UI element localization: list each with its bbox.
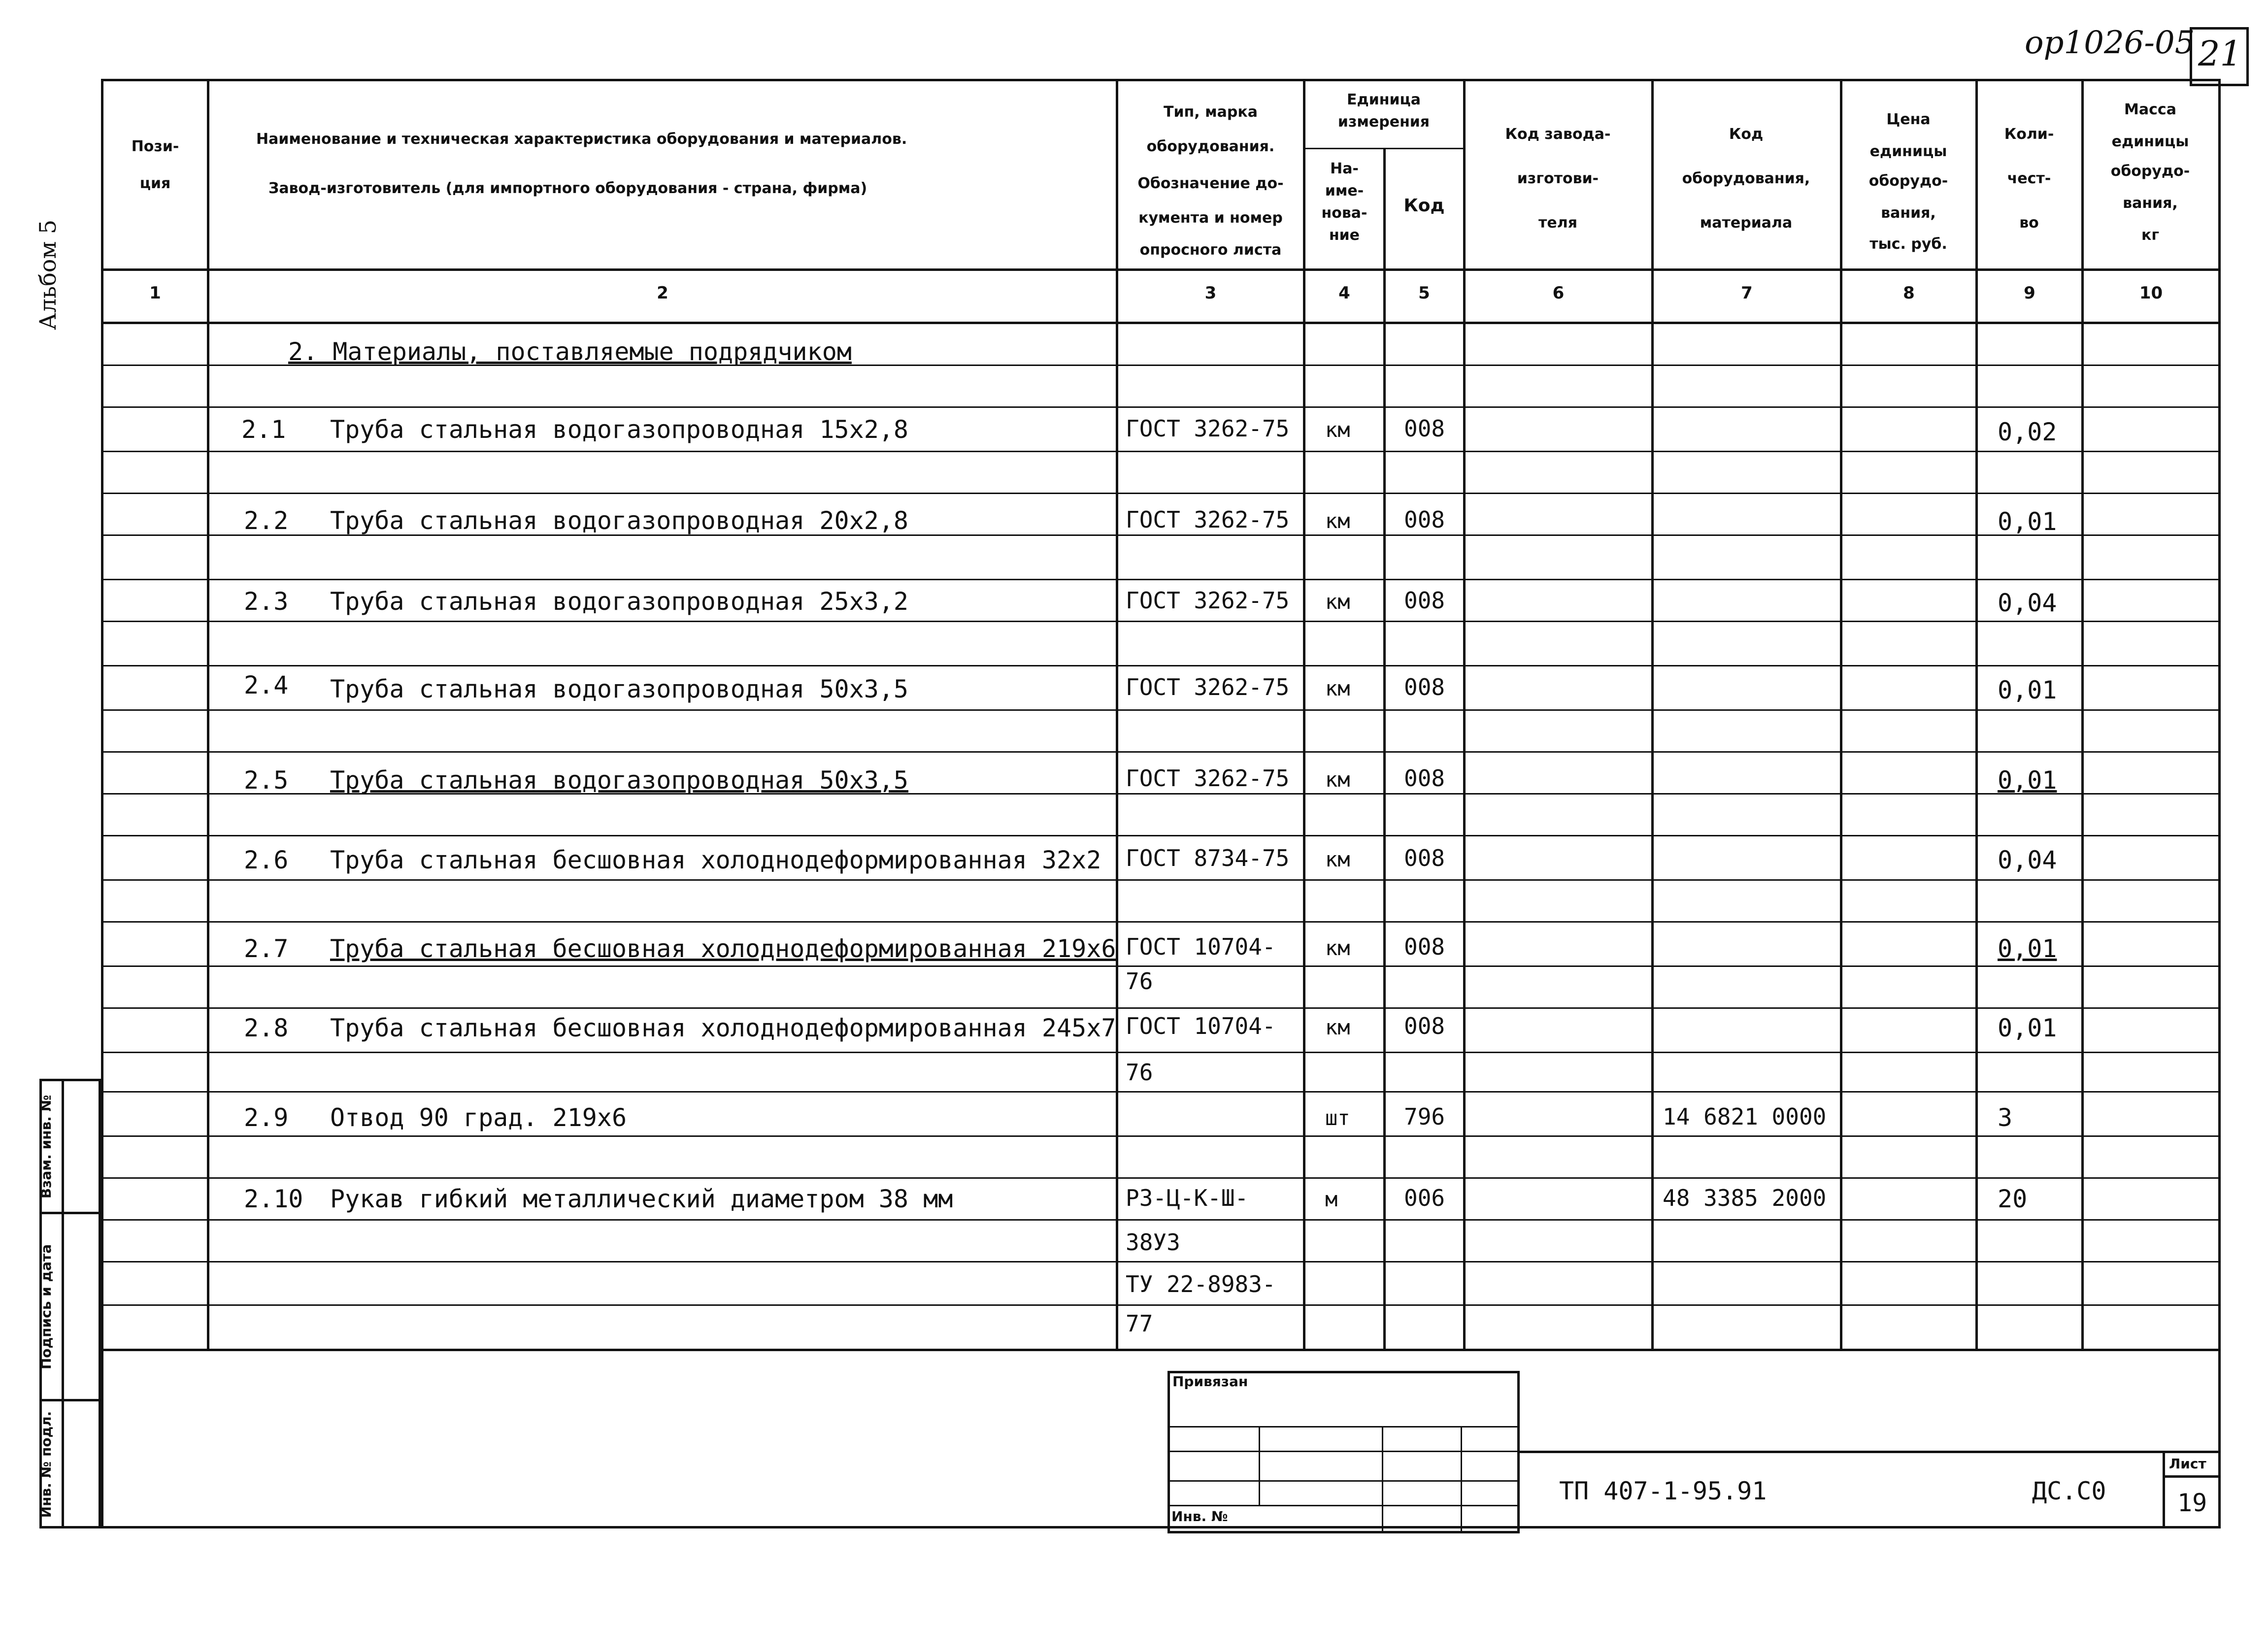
- side-inv-label: Инв. № подл.: [38, 1411, 54, 1518]
- row-unit: км: [1325, 936, 1350, 960]
- col-divider-1: [207, 79, 209, 1350]
- header-price-1: Цена: [1886, 111, 1931, 128]
- row-pos: 2.8: [244, 1014, 289, 1042]
- row-line: [101, 1052, 2221, 1053]
- header-price-5: тыс. руб.: [1869, 235, 1947, 253]
- row-line: [101, 621, 2221, 622]
- col-divider-2: [1116, 79, 1118, 1350]
- row-code: 008: [1404, 506, 1445, 533]
- row-pos: 2.5: [244, 766, 289, 795]
- header-type-1: Тип, марка: [1164, 103, 1258, 121]
- row-qty: 0,02: [1998, 418, 2057, 446]
- row-unit: км: [1325, 509, 1350, 533]
- side-stamp-line: [39, 1212, 101, 1214]
- header-qty-3: во: [2019, 214, 2039, 232]
- row-qty: 0,01: [1998, 507, 2057, 536]
- document-code: ор1026-05: [2025, 25, 2195, 61]
- row-line: [101, 665, 2221, 666]
- row-pos: 2.1: [241, 415, 286, 444]
- colnum-bottom-line: [101, 322, 2221, 324]
- row-doc-cont: 38У3: [1126, 1229, 1180, 1256]
- table-top-border: [101, 79, 2221, 81]
- row-doc-cont: 76: [1126, 968, 1153, 995]
- sheet-label-line: [2163, 1475, 2221, 1478]
- privyazan-line: [1167, 1426, 1520, 1428]
- header-mass-5: кг: [2141, 227, 2160, 244]
- header-type-3: Обозначение до-: [1137, 175, 1284, 192]
- header-mass-3: оборудо-: [2110, 163, 2190, 180]
- side-podpis-label: Подпись и дата: [38, 1244, 54, 1370]
- header-unit-2: измерения: [1337, 113, 1430, 131]
- row-doc: Р3-Ц-К-Ш-: [1126, 1185, 1249, 1211]
- row-qty: 0,01: [1998, 676, 2057, 704]
- header-unit-1: Единица: [1347, 91, 1421, 108]
- row-code: 008: [1404, 765, 1445, 792]
- row-qty: 0,04: [1998, 846, 2057, 874]
- row-doc: ГОСТ 10704-: [1126, 1013, 1276, 1039]
- row-pos: 2.4: [244, 671, 289, 699]
- col-divider-8: [1975, 79, 1978, 1350]
- row-doc-cont: 77: [1126, 1310, 1153, 1337]
- col-divider-9: [2081, 79, 2084, 1350]
- unit-header-divider: [1303, 148, 1463, 149]
- privyazan-label: Привязан: [1172, 1373, 1248, 1390]
- row-name: Труба стальная водогазопроводная 15х2,8: [330, 415, 908, 444]
- column-number: 6: [1552, 283, 1565, 303]
- row-code: 008: [1404, 674, 1445, 700]
- row-name: Труба стальная бесшовная холоднодеформированная 219х6: [330, 934, 1116, 963]
- row-line: [101, 451, 2221, 452]
- row-doc: ГОСТ 3262-75: [1126, 587, 1290, 614]
- row-name: Труба стальная водогазопроводная 50х3,5: [330, 675, 908, 703]
- col-divider-7: [1840, 79, 1842, 1350]
- row-mat-code: 14 6821 0000: [1663, 1103, 1827, 1130]
- row-unit: км: [1325, 590, 1350, 614]
- row-line: [101, 579, 2221, 580]
- row-qty: 0,01: [1998, 766, 2057, 795]
- header-type-4: кумента и номер: [1138, 209, 1283, 227]
- header-maker-2: изготови-: [1517, 170, 1599, 187]
- inv-no-label: Инв. №: [1171, 1508, 1228, 1525]
- header-mass-1: Масса: [2124, 101, 2176, 118]
- header-code-2: оборудования,: [1682, 170, 1810, 187]
- header-price-4: вания,: [1881, 204, 1936, 222]
- header-maker-3: теля: [1538, 214, 1577, 232]
- row-doc: ГОСТ 3262-75: [1126, 506, 1290, 533]
- sheet-number: 19: [2177, 1489, 2207, 1517]
- header-type-2: оборудования.: [1146, 138, 1275, 155]
- row-unit: шт: [1325, 1106, 1350, 1130]
- column-number: 7: [1741, 283, 1753, 303]
- header-mass-2: единицы: [2111, 133, 2189, 150]
- row-line: [101, 751, 2221, 753]
- header-maker-1: Код завода-: [1505, 126, 1611, 143]
- header-pos-2: ция: [139, 175, 171, 192]
- row-unit: м: [1325, 1187, 1338, 1211]
- row-line: [101, 921, 2221, 923]
- column-number: 2: [657, 283, 668, 303]
- row-name: Труба стальная водогазопроводная 50х3,5: [330, 766, 908, 795]
- row-unit: км: [1325, 418, 1350, 442]
- row-pos: 2.2: [244, 506, 289, 535]
- col-divider-3: [1303, 79, 1305, 1350]
- row-unit: км: [1325, 847, 1350, 871]
- side-stamp-divider: [62, 1079, 64, 1528]
- row-pos: 2.7: [244, 934, 289, 963]
- col-divider-4: [1383, 148, 1386, 1350]
- row-doc: ГОСТ 10704-: [1126, 933, 1276, 960]
- header-name-1: Наименование и техническая характеристика оборудования и материалов.: [256, 131, 907, 148]
- row-qty: 0,01: [1998, 1014, 2057, 1042]
- header-unit-name-1: На-: [1330, 160, 1359, 177]
- header-pos-1: Пози-: [131, 138, 179, 155]
- row-line: [101, 1304, 2221, 1306]
- row-unit: км: [1325, 676, 1350, 700]
- row-code: 008: [1404, 1013, 1445, 1039]
- row-code: 008: [1404, 415, 1445, 442]
- header-code-3: материала: [1700, 214, 1793, 232]
- row-name: Труба стальная бесшовная холоднодеформированная 245х7: [330, 1014, 1116, 1042]
- designation: ТП 407-1-95.91: [1559, 1477, 1767, 1505]
- header-code-1: Код: [1729, 126, 1764, 143]
- row-name: Отвод 90 град. 219х6: [330, 1103, 627, 1132]
- side-vzam-label: Взам. инв. №: [38, 1095, 54, 1199]
- row-doc-cont: ТУ 22-8983-: [1126, 1271, 1276, 1297]
- header-unit-code: Код: [1403, 196, 1445, 216]
- header-price-3: оборудо-: [1868, 172, 1948, 190]
- sheet-label: Лист: [2169, 1456, 2206, 1472]
- row-doc: ГОСТ 3262-75: [1126, 765, 1290, 792]
- album-label: Альбом 5: [34, 219, 61, 330]
- row-line: [101, 1135, 2221, 1137]
- privyazan-divider: [1259, 1426, 1260, 1505]
- privyazan-line: [1167, 1451, 1520, 1452]
- header-bottom-line: [101, 268, 2221, 271]
- row-doc-cont: 76: [1126, 1059, 1153, 1086]
- row-name: Труба стальная водогазопроводная 25х3,2: [330, 587, 908, 616]
- header-qty-1: Коли-: [2004, 126, 2054, 143]
- column-number: 9: [2024, 283, 2035, 303]
- privyazan-divider: [1382, 1426, 1383, 1533]
- row-unit: км: [1325, 1015, 1350, 1039]
- row-qty: 20: [1998, 1185, 2028, 1213]
- column-number: 4: [1338, 283, 1350, 303]
- row-code: 008: [1404, 845, 1445, 871]
- row-pos: 2.9: [244, 1103, 289, 1132]
- row-unit: км: [1325, 767, 1350, 792]
- row-pos: 2.6: [244, 846, 289, 874]
- row-line: [101, 1261, 2221, 1262]
- row-qty: 3: [1998, 1103, 2013, 1132]
- row-mat-code: 48 3385 2000: [1663, 1185, 1827, 1211]
- row-line: [101, 709, 2221, 711]
- header-price-2: единицы: [1869, 143, 1947, 160]
- header-mass-4: вания,: [2123, 195, 2178, 212]
- row-line: [101, 879, 2221, 881]
- row-line: [101, 1177, 2221, 1179]
- row-line: [101, 1007, 2221, 1009]
- header-name-2: Завод-изготовитель (для импортного оборудования - страна, фирма): [268, 180, 867, 197]
- col-divider-5: [1463, 79, 1466, 1350]
- privyazan-line: [1167, 1505, 1520, 1506]
- row-qty: 0,04: [1998, 589, 2057, 617]
- row-line: [101, 406, 2221, 408]
- privyazan-divider: [1461, 1426, 1462, 1533]
- header-unit-name-2: име-: [1325, 182, 1364, 199]
- column-number: 5: [1418, 283, 1430, 303]
- row-pos: 2.3: [244, 587, 289, 616]
- section-title: 2. Материалы, поставляемые подрядчиком: [288, 337, 852, 366]
- column-number: 8: [1903, 283, 1915, 303]
- frame-bottom-border: [101, 1526, 2221, 1528]
- sheet-divider: [2163, 1451, 2165, 1526]
- row-name: Труба стальная водогазопроводная 20х2,8: [330, 506, 908, 535]
- row-code: 796: [1404, 1103, 1445, 1130]
- page-corner-number: 21: [2198, 33, 2242, 74]
- row-code: 008: [1404, 587, 1445, 614]
- row-doc: ГОСТ 8734-75: [1126, 845, 1290, 871]
- table-body-bottom: [101, 1349, 2221, 1351]
- row-name: Труба стальная бесшовная холоднодеформированная 32х2: [330, 846, 1101, 874]
- row-qty: 0,01: [1998, 934, 2057, 963]
- document-mark: ДС.С0: [2032, 1477, 2106, 1505]
- column-number: 10: [2139, 283, 2163, 303]
- header-qty-2: чест-: [2007, 170, 2051, 187]
- header-type-5: опросного листа: [1139, 241, 1282, 259]
- row-code: 008: [1404, 933, 1445, 960]
- header-unit-name-3: нова-: [1321, 204, 1367, 222]
- table-right-border: [2218, 79, 2221, 1528]
- row-pos: 2.10: [244, 1185, 303, 1213]
- row-code: 006: [1404, 1185, 1445, 1211]
- col-divider-6: [1651, 79, 1654, 1350]
- row-doc: ГОСТ 3262-75: [1126, 415, 1290, 442]
- header-unit-name-4: ние: [1329, 227, 1360, 244]
- privyazan-line: [1167, 1480, 1520, 1482]
- row-name: Рукав гибкий металлический диаметром 38 мм: [330, 1185, 953, 1213]
- title-block-top: [1520, 1451, 2221, 1453]
- row-line: [101, 1091, 2221, 1093]
- column-number: 3: [1204, 283, 1217, 303]
- column-number: 1: [149, 283, 161, 303]
- row-line: [101, 965, 2221, 967]
- row-line: [101, 835, 2221, 836]
- row-line: [101, 493, 2221, 494]
- row-line: [101, 1219, 2221, 1221]
- row-doc: ГОСТ 3262-75: [1126, 674, 1290, 700]
